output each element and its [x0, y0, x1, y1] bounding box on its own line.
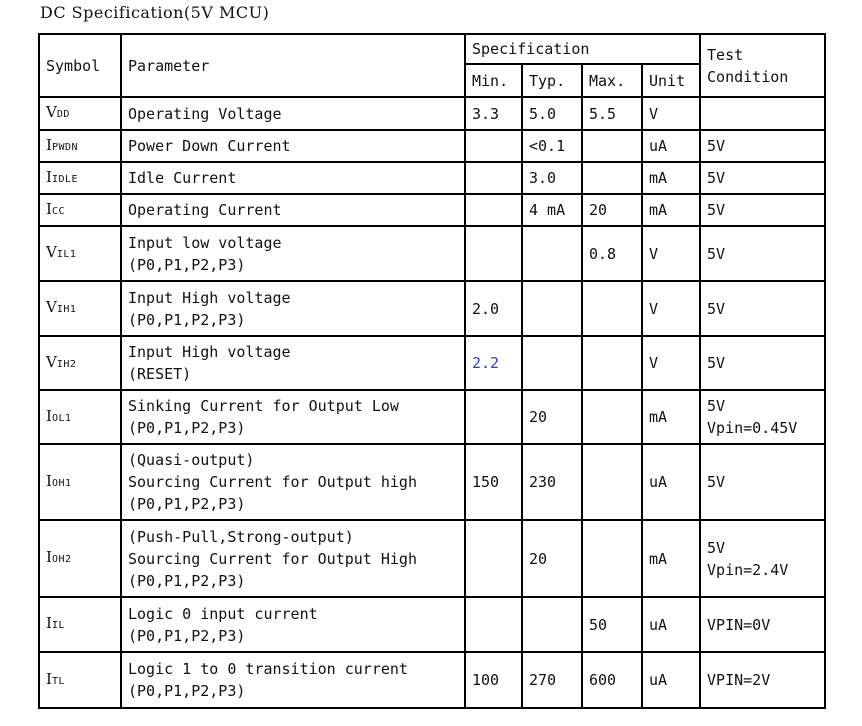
parameter-cell [121, 390, 465, 444]
condition-line: 5V [707, 397, 726, 415]
condition-line: 5V [707, 299, 726, 318]
max-cell [582, 281, 642, 336]
max-cell [582, 444, 642, 520]
typ-cell: 270 [522, 652, 582, 708]
typ-cell: 4 mA [522, 194, 582, 226]
header-symbol: Symbol [39, 34, 121, 97]
symbol-main: I [46, 614, 52, 632]
max-cell: 5.5 [582, 97, 642, 130]
condition-line: VPIN=0V [707, 615, 771, 634]
unit-cell: uA [642, 444, 700, 520]
table-row [39, 336, 825, 390]
parameter-cell [121, 97, 465, 130]
min-cell: 3.3 [465, 97, 522, 130]
min-cell: 2.0 [465, 281, 522, 336]
symbol-subscript: DD [56, 109, 70, 120]
condition-line: Vpin=0.45V [707, 419, 798, 437]
condition-line: 5V [707, 169, 726, 187]
symbol-cell [39, 194, 121, 226]
max-cell [582, 520, 642, 597]
parameter-cell [121, 162, 465, 194]
symbol-subscript: IL [51, 620, 65, 631]
min-cell [465, 162, 522, 194]
min-cell [465, 390, 522, 444]
parameter-line: Input High voltage [128, 288, 291, 307]
test-condition-cell [700, 97, 825, 130]
symbol-main: V [46, 352, 57, 371]
parameter-line: Input High voltage [128, 343, 291, 361]
symbol-main: V [46, 103, 57, 121]
symbol-main: I [46, 167, 52, 186]
header-min: Min. [465, 64, 522, 97]
table-row [39, 130, 825, 162]
max-cell [582, 130, 642, 162]
symbol-cell [39, 162, 121, 194]
typ-cell [522, 336, 582, 390]
table-row [39, 162, 825, 194]
condition-line: VPIN=2V [707, 671, 771, 689]
parameter-line: Logic 1 to 0 transition current [128, 660, 408, 678]
header-condition-line: Condition [707, 67, 789, 86]
header-specification: Specification [465, 34, 700, 64]
header-typ: Typ. [522, 64, 582, 97]
symbol-main: V [46, 243, 57, 261]
table-row [39, 390, 825, 444]
max-cell: 20 [582, 194, 642, 226]
parameter-cell [121, 194, 465, 226]
condition-line: 5V [707, 137, 726, 155]
symbol-subscript: TL [51, 675, 65, 687]
condition-line: Vpin=2.4V [707, 560, 789, 579]
parameter-cell [121, 652, 465, 708]
header-test-line: Test [707, 45, 744, 64]
unit-cell: V [642, 97, 700, 130]
symbol-cell [39, 336, 121, 390]
condition-line: 5V [707, 473, 726, 491]
typ-cell: 3.0 [522, 162, 582, 194]
typ-cell: 20 [522, 520, 582, 597]
parameter-line: Input low voltage [128, 233, 282, 252]
parameter-line: (P0,P1,P2,P3) [128, 682, 246, 700]
symbol-subscript: CC [51, 205, 65, 217]
typ-cell: <0.1 [522, 130, 582, 162]
table-row [39, 194, 825, 226]
symbol-subscript: IH2 [56, 358, 77, 370]
symbol-subscript: PWDN [51, 141, 79, 153]
parameter-cell [121, 336, 465, 390]
unit-cell: V [642, 226, 700, 281]
header-unit: Unit [642, 64, 700, 97]
test-condition-cell [700, 444, 825, 520]
typ-cell [522, 226, 582, 281]
unit-cell: uA [642, 652, 700, 708]
parameter-line: (Quasi-output) [128, 451, 255, 469]
parameter-line: Idle Current [128, 169, 237, 187]
symbol-main: I [46, 199, 52, 218]
table-row [39, 97, 825, 130]
parameter-line: Sinking Current for Output Low [128, 397, 399, 415]
symbol-cell [39, 520, 121, 597]
test-condition-cell [700, 281, 825, 336]
min-cell: 2.2 [465, 336, 522, 390]
symbol-main: I [46, 406, 52, 425]
min-cell [465, 226, 522, 281]
table-row [39, 597, 825, 652]
unit-cell: mA [642, 194, 700, 226]
parameter-line: (P0,P1,P2,P3) [128, 571, 246, 590]
symbol-cell [39, 652, 121, 708]
header-test-condition [700, 34, 825, 97]
symbol-cell [39, 130, 121, 162]
min-cell [465, 130, 522, 162]
parameter-line: Logic 0 input current [128, 604, 318, 623]
test-condition-cell [700, 652, 825, 708]
table-row [39, 281, 825, 336]
symbol-subscript: IL1 [56, 249, 77, 260]
unit-cell: uA [642, 130, 700, 162]
condition-line: 5V [707, 354, 726, 372]
symbol-main: I [46, 135, 52, 154]
parameter-line: (P0,P1,P2,P3) [128, 626, 246, 645]
symbol-cell [39, 444, 121, 520]
condition-line: 5V [707, 244, 726, 263]
dc-spec-table [38, 33, 826, 709]
min-cell [465, 194, 522, 226]
parameter-cell [121, 226, 465, 281]
typ-cell [522, 597, 582, 652]
parameter-line: (P0,P1,P2,P3) [128, 419, 246, 437]
max-cell [582, 162, 642, 194]
symbol-main: I [46, 669, 52, 688]
typ-cell: 230 [522, 444, 582, 520]
unit-cell: mA [642, 390, 700, 444]
typ-cell: 20 [522, 390, 582, 444]
max-cell [582, 336, 642, 390]
parameter-line: Power Down Current [128, 137, 291, 155]
symbol-main: I [46, 548, 52, 566]
max-cell: 600 [582, 652, 642, 708]
test-condition-cell [700, 597, 825, 652]
table-row [39, 226, 825, 281]
unit-cell: V [642, 281, 700, 336]
page-title: DC Specification(5V MCU) [40, 3, 270, 22]
typ-cell: 5.0 [522, 97, 582, 130]
parameter-cell [121, 597, 465, 652]
parameter-cell [121, 444, 465, 520]
condition-line: 5V [707, 538, 726, 557]
symbol-subscript: IDLE [51, 173, 79, 185]
parameter-line: (Push-Pull,Strong-output) [128, 527, 354, 546]
parameter-line: Sourcing Current for Output high [128, 473, 417, 491]
symbol-subscript: OH1 [51, 477, 72, 489]
test-condition-cell [700, 226, 825, 281]
symbol-cell [39, 390, 121, 444]
parameter-line: (P0,P1,P2,P3) [128, 255, 246, 274]
table-row [39, 520, 825, 597]
symbol-cell [39, 226, 121, 281]
parameter-cell [121, 130, 465, 162]
symbol-main: I [46, 471, 52, 490]
test-condition-cell [700, 520, 825, 597]
condition-line: 5V [707, 201, 726, 219]
symbol-cell [39, 597, 121, 652]
table-row [39, 652, 825, 708]
header-max: Max. [582, 64, 642, 97]
symbol-subscript: IH1 [56, 304, 77, 315]
symbol-cell [39, 97, 121, 130]
min-cell: 100 [465, 652, 522, 708]
max-cell [582, 390, 642, 444]
parameter-line: (P0,P1,P2,P3) [128, 310, 246, 329]
parameter-cell [121, 281, 465, 336]
max-cell: 0.8 [582, 226, 642, 281]
typ-cell [522, 281, 582, 336]
unit-cell: V [642, 336, 700, 390]
parameter-line: (RESET) [128, 365, 192, 383]
parameter-cell [121, 520, 465, 597]
unit-cell: uA [642, 597, 700, 652]
test-condition-cell [700, 130, 825, 162]
parameter-line: Operating Current [128, 201, 282, 219]
min-cell: 150 [465, 444, 522, 520]
test-condition-cell [700, 194, 825, 226]
symbol-main: V [46, 298, 57, 316]
symbol-cell [39, 281, 121, 336]
table-row [39, 444, 825, 520]
unit-cell: mA [642, 520, 700, 597]
spec-table-body [39, 97, 825, 708]
parameter-line: (P0,P1,P2,P3) [128, 495, 246, 513]
max-cell: 50 [582, 597, 642, 652]
header-parameter: Parameter [121, 34, 465, 97]
test-condition-cell [700, 336, 825, 390]
min-cell [465, 597, 522, 652]
symbol-subscript: OL1 [51, 412, 72, 424]
test-condition-cell [700, 162, 825, 194]
parameter-line: Sourcing Current for Output High [128, 549, 417, 568]
unit-cell: mA [642, 162, 700, 194]
parameter-line: Operating Voltage [128, 104, 282, 123]
test-condition-cell [700, 390, 825, 444]
symbol-subscript: OH2 [51, 554, 72, 565]
min-cell [465, 520, 522, 597]
